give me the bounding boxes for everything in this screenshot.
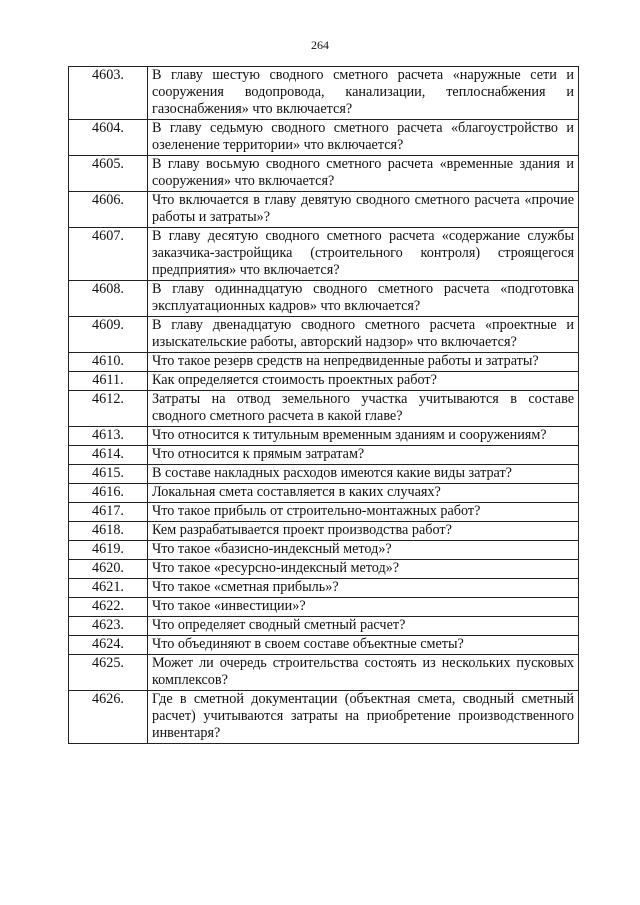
question-text: В главу одиннадцатую сводного сметного расчета «подготовка эксплуатационных кадров» что включается?	[148, 281, 579, 317]
table-row	[69, 228, 579, 281]
question-text: Что относится к титульным временным зданиям и сооружениям?	[148, 427, 579, 446]
question-number: 4608.	[69, 281, 148, 317]
question-text: Что такое «сметная прибыль»?	[148, 579, 579, 598]
question-text: Что такое «ресурсно-индексный метод»?	[148, 560, 579, 579]
question-number: 4614.	[69, 446, 148, 465]
table-row	[69, 427, 579, 446]
question-text: Что такое «инвестиции»?	[148, 598, 579, 617]
table-row	[69, 120, 579, 156]
questions-table-body	[69, 67, 579, 744]
question-number: 4615.	[69, 465, 148, 484]
question-number: 4610.	[69, 353, 148, 372]
question-number: 4621.	[69, 579, 148, 598]
question-number: 4609.	[69, 317, 148, 353]
table-row	[69, 541, 579, 560]
table-row	[69, 465, 579, 484]
question-number: 4613.	[69, 427, 148, 446]
table-row	[69, 503, 579, 522]
question-text: Что такое прибыль от строительно-монтажных работ?	[148, 503, 579, 522]
question-number: 4612.	[69, 391, 148, 427]
question-number: 4622.	[69, 598, 148, 617]
table-row	[69, 484, 579, 503]
question-number: 4617.	[69, 503, 148, 522]
question-number: 4611.	[69, 372, 148, 391]
question-number: 4616.	[69, 484, 148, 503]
question-number: 4603.	[69, 67, 148, 120]
table-row	[69, 281, 579, 317]
question-number: 4624.	[69, 636, 148, 655]
table-row	[69, 192, 579, 228]
question-number: 4604.	[69, 120, 148, 156]
table-row	[69, 156, 579, 192]
question-text: В главу двенадцатую сводного сметного расчета «проектные и изыскательские работы, авторский надзор» что включается?	[148, 317, 579, 353]
table-row	[69, 317, 579, 353]
question-text: Что объединяют в своем составе объектные сметы?	[148, 636, 579, 655]
table-row	[69, 446, 579, 465]
table-row	[69, 522, 579, 541]
table-row	[69, 372, 579, 391]
question-number: 4625.	[69, 655, 148, 691]
question-text: Затраты на отвод земельного участка учитываются в составе сводного сметного расчета в какой главе?	[148, 391, 579, 427]
question-number: 4619.	[69, 541, 148, 560]
table-row	[69, 391, 579, 427]
table-row	[69, 598, 579, 617]
question-text: Что включается в главу девятую сводного сметного расчета «прочие работы и затраты»?	[148, 192, 579, 228]
question-text: Где в сметной документации (объектная смета, сводный сметный расчет) учитываются затраты на приобретение производственного инвентаря?	[148, 691, 579, 744]
table-row	[69, 67, 579, 120]
question-text: В главу восьмую сводного сметного расчета «временные здания и сооружения» что включается?	[148, 156, 579, 192]
question-text: Кем разрабатывается проект производства работ?	[148, 522, 579, 541]
question-text: В составе накладных расходов имеются какие виды затрат?	[148, 465, 579, 484]
question-text: Как определяется стоимость проектных работ?	[148, 372, 579, 391]
question-text: В главу шестую сводного сметного расчета «наружные сети и сооружения водопровода, канализации, теплоснабжения и газоснабжения» что включается?	[148, 67, 579, 120]
question-number: 4607.	[69, 228, 148, 281]
question-text: Что такое резерв средств на непредвиденные работы и затраты?	[148, 353, 579, 372]
question-number: 4605.	[69, 156, 148, 192]
question-text: В главу седьмую сводного сметного расчета «благоустройство и озеленение территории» что включается?	[148, 120, 579, 156]
questions-table	[68, 66, 579, 744]
table-row	[69, 560, 579, 579]
question-number: 4606.	[69, 192, 148, 228]
table-row	[69, 353, 579, 372]
question-text: Локальная смета составляется в каких случаях?	[148, 484, 579, 503]
table-row	[69, 655, 579, 691]
table-row	[69, 691, 579, 744]
question-number: 4618.	[69, 522, 148, 541]
table-row	[69, 636, 579, 655]
table-row	[69, 617, 579, 636]
question-text: Что относится к прямым затратам?	[148, 446, 579, 465]
question-text: В главу десятую сводного сметного расчета «содержание службы заказчика-застройщика (строительного контроля) строящегося предприятия» что включается?	[148, 228, 579, 281]
question-text: Что такое «базисно-индексный метод»?	[148, 541, 579, 560]
question-text: Что определяет сводный сметный расчет?	[148, 617, 579, 636]
page-number: 264	[311, 38, 329, 52]
table-row	[69, 579, 579, 598]
question-number: 4626.	[69, 691, 148, 744]
question-text: Может ли очередь строительства состоять из нескольких пусковых комплексов?	[148, 655, 579, 691]
question-number: 4620.	[69, 560, 148, 579]
question-number: 4623.	[69, 617, 148, 636]
